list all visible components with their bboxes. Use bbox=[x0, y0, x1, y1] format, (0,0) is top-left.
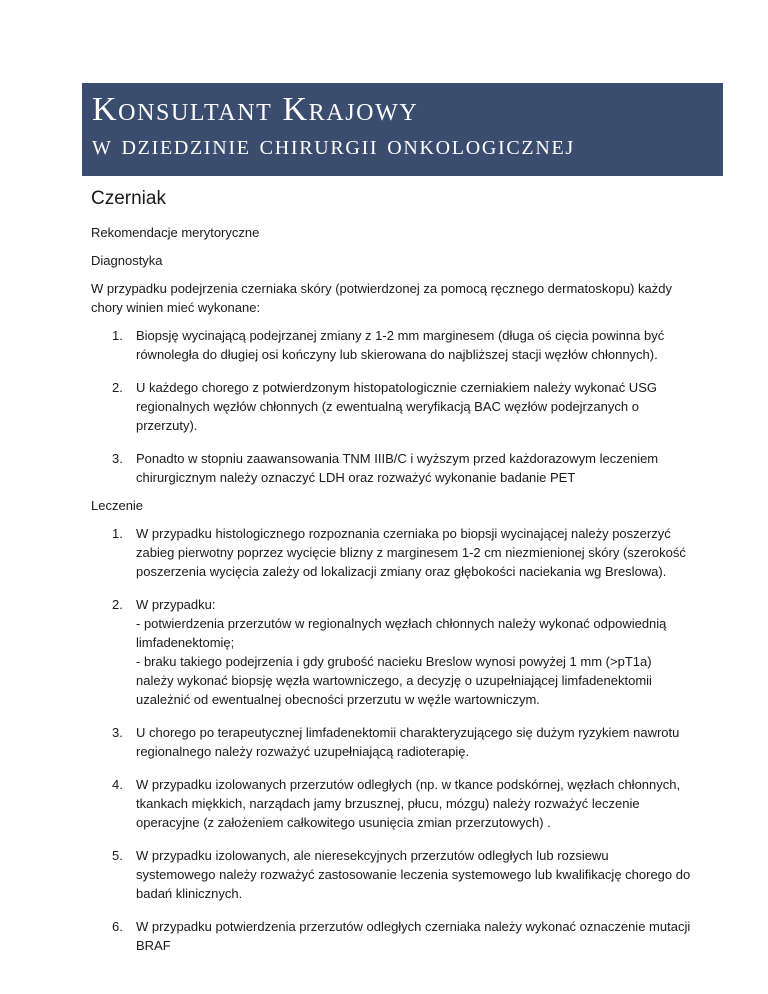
list-item bbox=[91, 775, 691, 832]
list-item-number: 1. bbox=[112, 526, 123, 541]
list-item-text: Biopsję wycinającą podejrzanej zmiany z 1-2 mm marginesem (długa oś cięcia powinna być równoległa do długiej osi kończyny lub skierowana do najbliższej stacji węzłów chłonnych). bbox=[136, 328, 665, 362]
document-body bbox=[91, 186, 691, 969]
list-item-text: W przypadku izolowanych, ale nieresekcyjnych przerzutów odległych lub rozsiewu systemowego należy rozważyć zastosowanie leczenia systemowego lub kwalifikację chorego do badań klinicznych. bbox=[136, 848, 691, 901]
list-item-subpoint: - potwierdzenia przerzutów w regionalnych węzłach chłonnych należy wykonać odpowiednią limfadenektomię; bbox=[136, 616, 667, 650]
list-item-number: 2. bbox=[112, 380, 123, 395]
list-item bbox=[91, 449, 691, 487]
list-item bbox=[91, 595, 691, 709]
list-item bbox=[91, 378, 691, 435]
list-item-number: 2. bbox=[112, 597, 123, 612]
list-item-number: 3. bbox=[112, 451, 123, 466]
banner-title: Konsultant Krajowy bbox=[92, 91, 419, 128]
diagnostics-list bbox=[91, 326, 691, 487]
list-item-number: 3. bbox=[112, 725, 123, 740]
banner-subtitle: w dziedzinie chirurgii onkologicznej bbox=[92, 129, 575, 161]
list-item-text: W przypadku: bbox=[136, 597, 216, 612]
list-item-number: 5. bbox=[112, 848, 123, 863]
list-item bbox=[91, 846, 691, 903]
list-item bbox=[91, 723, 691, 761]
list-item-number: 4. bbox=[112, 777, 123, 792]
treatment-list bbox=[91, 524, 691, 955]
list-item-text: U każdego chorego z potwierdzonym histopatologicznie czerniakiem należy wykonać USG regionalnych węzłów chłonnych (z ewentualną weryfikacją BAC węzłów podejrzanych o przerzuty). bbox=[136, 380, 657, 433]
list-item-text: W przypadku izolowanych przerzutów odległych (np. w tkance podskórnej, węzłach chłonnych, tkankach miękkich, narządach jamy brzusznej, płucu, mózgu) należy rozważyć leczenie operacyjne (z założeniem całkowitego usunięcia zmian przerzutowych) . bbox=[136, 777, 681, 830]
section-heading-diagnostyka: Diagnostyka bbox=[91, 253, 163, 268]
list-item bbox=[91, 326, 691, 364]
page-title: Czerniak bbox=[91, 188, 166, 209]
list-item-text: Ponadto w stopniu zaawansowania TNM IIIB/C i wyższym przed każdorazowym leczeniem chirurgicznym należy oznaczyć LDH oraz rozważyć wykonanie badanie PET bbox=[136, 451, 659, 485]
list-item-text: U chorego po terapeutycznej limfadenektomii charakteryzującego się dużym ryzykiem nawrotu regionalnego należy rozważyć uzupełniającą radioterapię. bbox=[136, 725, 680, 759]
section-heading-leczenie: Leczenie bbox=[91, 498, 144, 513]
list-item-subpoint: - braku takiego podejrzenia i gdy grubość nacieku Breslow wynosi powyżej 1 mm (>pT1a) należy wykonać biopsję węzła wartowniczego, a decyzję o uzupełniającej limfadenektomii uzależnić od ewentualnej obecności przerzutu w węźle wartowniczym. bbox=[136, 654, 652, 707]
list-item-number: 6. bbox=[112, 919, 123, 934]
document-subtitle: Rekomendacje merytoryczne bbox=[91, 225, 260, 240]
list-item-text: W przypadku histologicznego rozpoznania czerniaka po biopsji wycinającej należy poszerzyć zabieg pierwotny poprzez wycięcie blizny z marginesem 1-2 cm niezmienionej skóry (szerokość poszerzenia wycięcia zależy od lokalizacji zmiany oraz głębokości naciekania wg Breslowa). bbox=[136, 526, 686, 579]
list-item-number: 1. bbox=[112, 328, 123, 343]
list-item bbox=[91, 917, 691, 955]
header-banner bbox=[82, 83, 723, 176]
section-intro: W przypadku podejrzenia czerniaka skóry (potwierdzonej za pomocą ręcznego dermatoskopu) każdy chory winien mieć wykonane: bbox=[91, 281, 672, 315]
list-item bbox=[91, 524, 691, 581]
list-item-text: W przypadku potwierdzenia przerzutów odległych czerniaka należy wykonać oznaczenie mutacji BRAF bbox=[136, 919, 691, 953]
